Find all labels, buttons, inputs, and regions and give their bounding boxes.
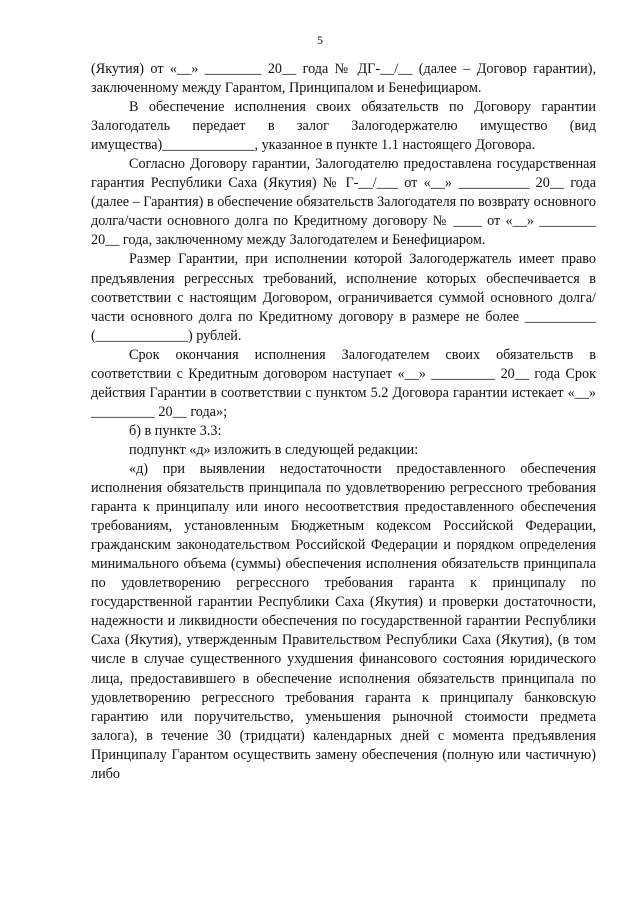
paragraph: В обеспечение исполнения своих обязательств по Договору гарантии Залогодатель передает в залог Залогодержателю имущество (вид имущества)_____________, указанное в пункте 1.1 настоящего Договора. [91,99,596,154]
document-body [91,60,596,784]
paragraph: Срок окончания исполнения Залогодателем своих обязательств в соответствии с Кредитным договором наступает «__» _________ 20__ года Срок действия Гарантии в соответствии с пунктом 5.2 Договора гарантии истекает «__» _________ 20__ года»; [91,346,596,420]
paragraph: подпункт «д» изложить в следующей редакции: [129,441,419,458]
paragraph: Размер Гарантии, при исполнении которой Залогодержатель имеет право предъявления регрессных требований, исполнение которых обеспечивается в соответствии с настоящим Договором, ограничивается суммой основного долга/части основного долга по Кредитному договору в размере не более __________ (_____________) рублей. [91,251,596,344]
paragraph: Согласно Договору гарантии, Залогодателю предоставлена государственная гарантия Республики Саха (Якутия) № Г-__/___ от «__» __________ 20__ года (далее – Гарантия) в обеспечение обязательств Залогодателя по возврату основного долга/части основного долга по Кредитному договору № ____ от «__» ________ 20__ года, заключенному между Залогодателем и Бенефициаром. [91,156,597,249]
paragraph: (Якутия) от «__» ________ 20__ года № ДГ-__/__ (далее – Договор гарантии), заключенному между Гарантом, Принципалом и Бенефициаром. [91,61,596,97]
paragraph: б) в пункте 3.3: [129,422,222,439]
page-number: 5 [317,33,323,47]
paragraph: «д) при выявлении недостаточности предоставленного обеспечения исполнения обязательств принципала по удовлетворению регрессного требования гаранта к принципалу или иного несоответствия предоставленного обеспечения требованиям, установленным Бюджетным кодексом Российской Федерации, гражданским законодательством Российской Федерации и порядком определения минимального объема (суммы) обеспечения исполнения обязательств принципала по удовлетворению регрессного требования гаранта к принципалу по государственной гарантии Республики Саха (Якутия) и проверки достаточности, надежности и ликвидности обеспечения по государственной гарантии Республики Саха (Якутия), утвержденным Правительством Республики Саха (Якутия), (в том числе в случае существенного ухудшения финансового состояния юридического лица, предоставившего в обеспечение исполнения обязательств принципала по удовлетворению регрессного требования гаранта к принципалу банковскую гарантию или поручительство, уменьшения рыночной стоимости предмета залога), в течение 30 (тридцати) календарных дней с момента предъявления Принципалу Гарантом осуществить замену обеспечения (полную или частичную) либо [91,460,596,782]
